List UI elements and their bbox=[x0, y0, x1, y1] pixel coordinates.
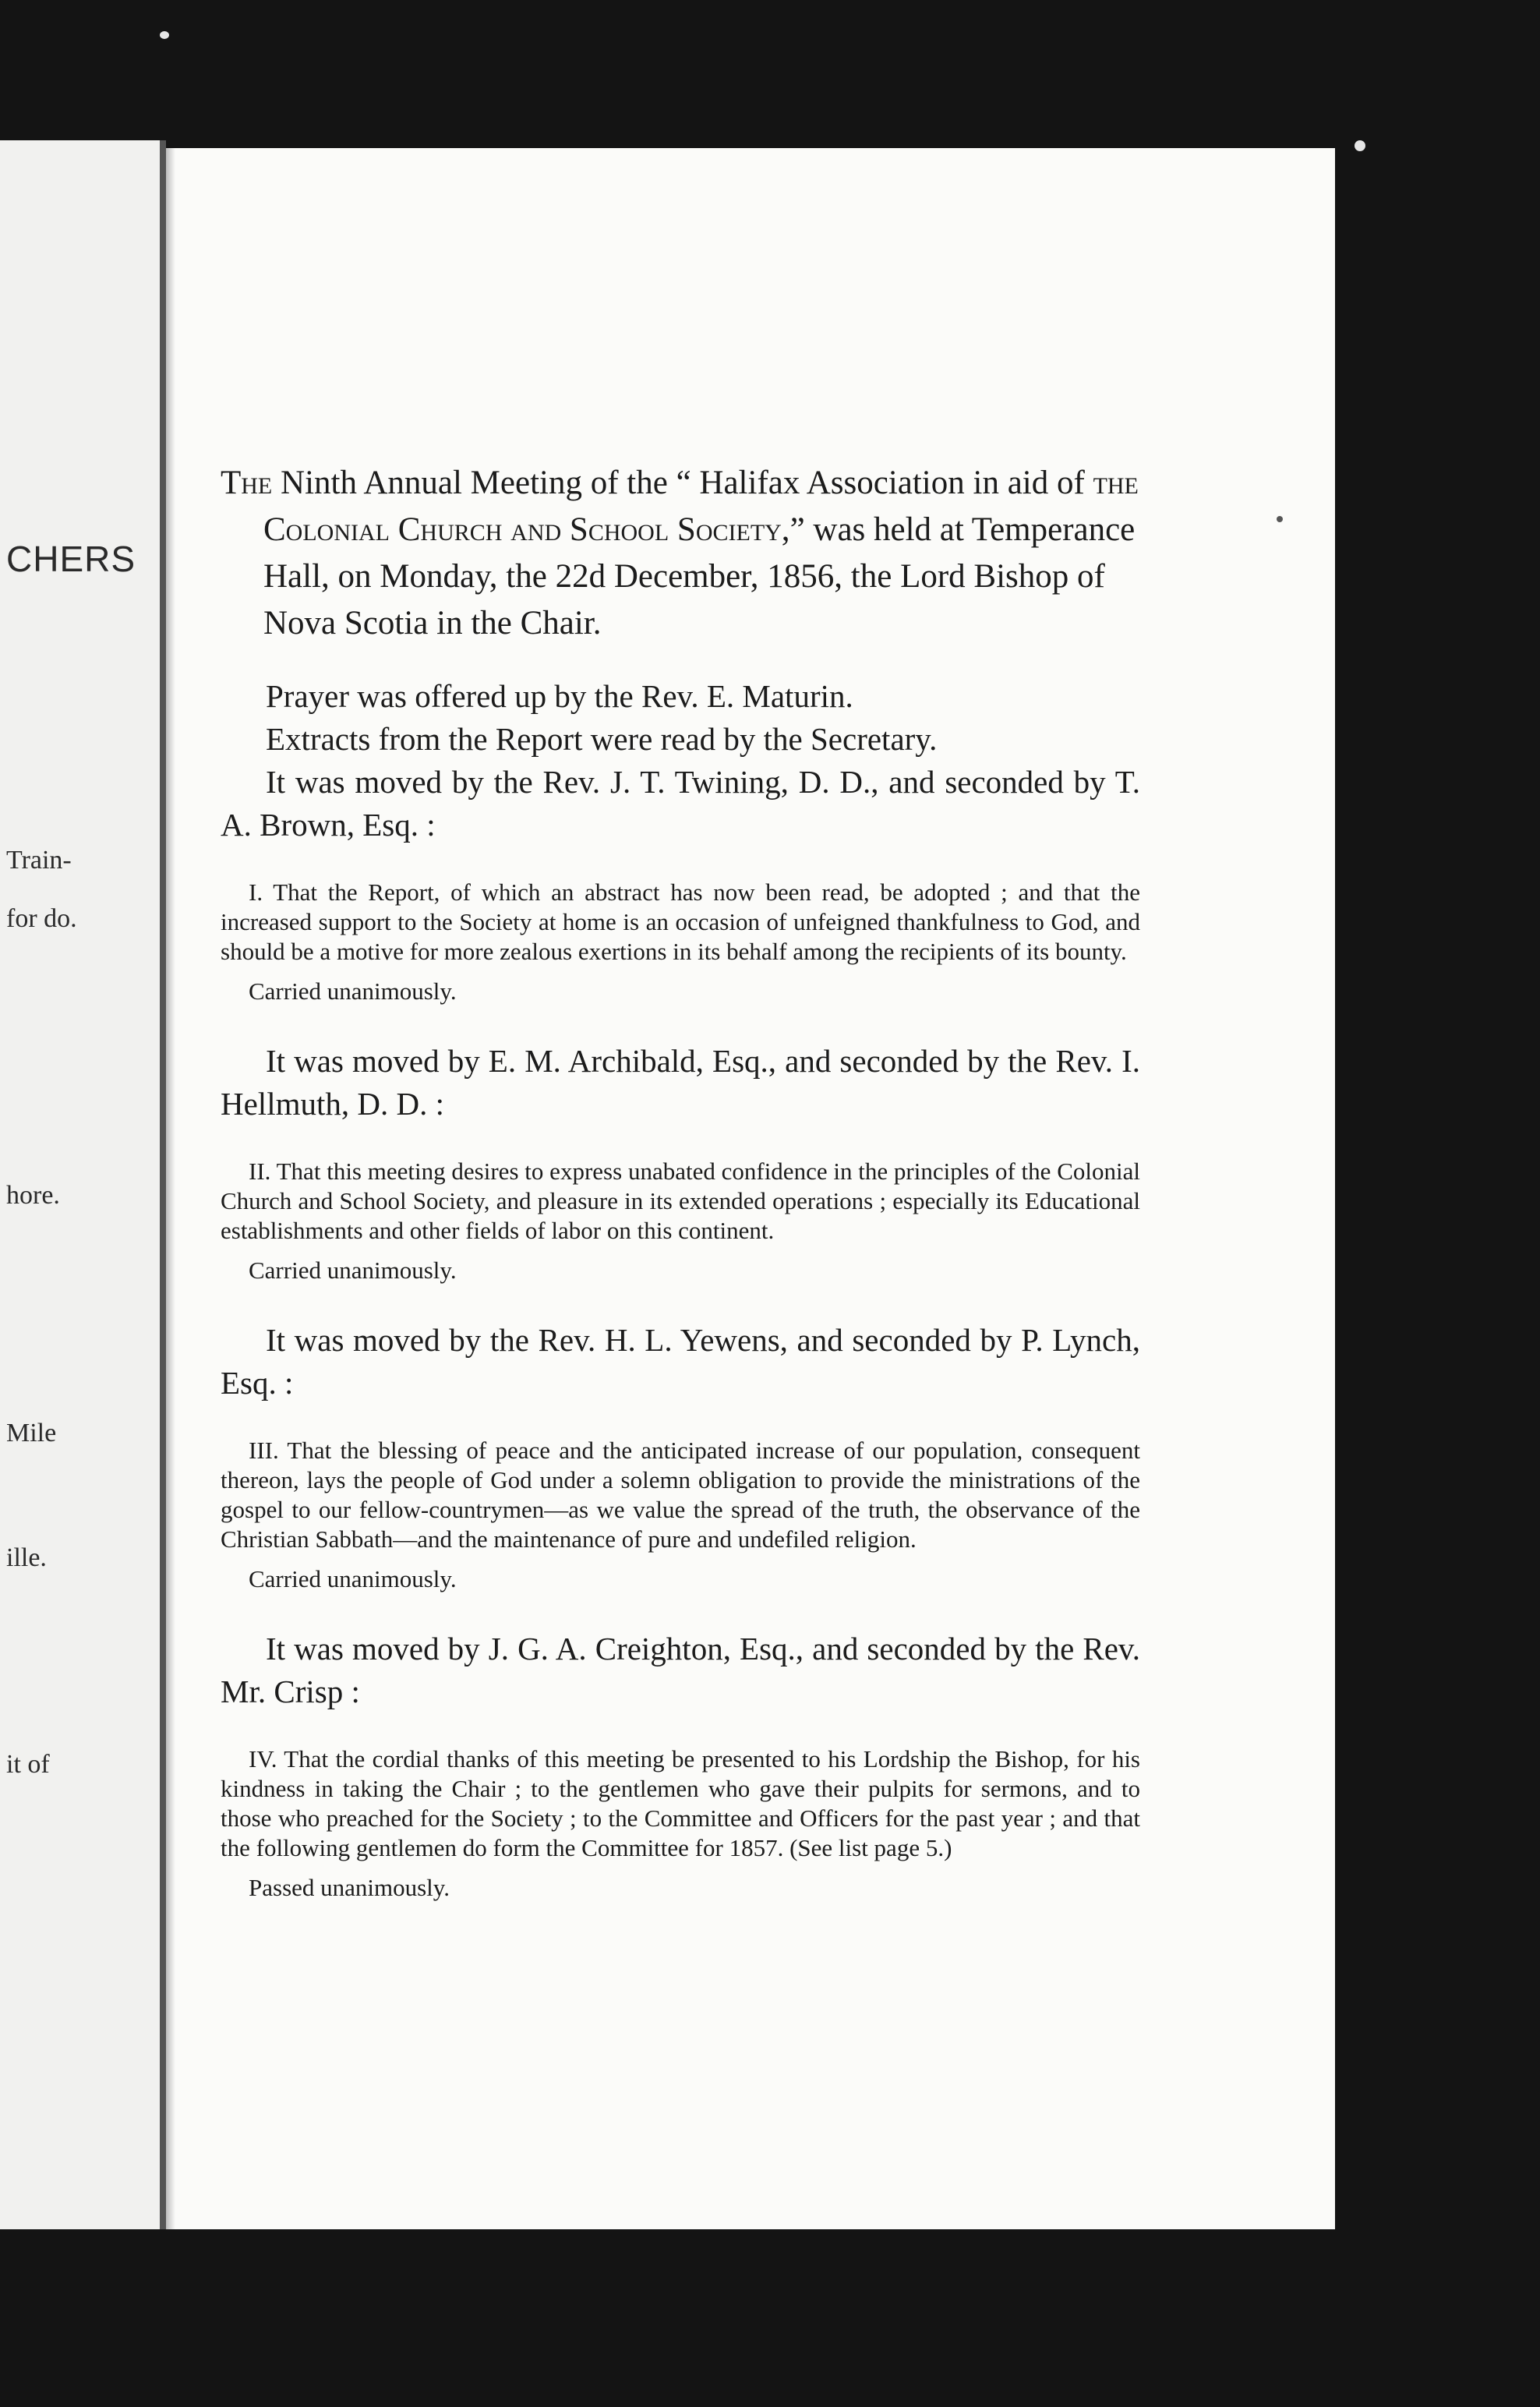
left-page-fragment: for do. bbox=[6, 904, 77, 933]
society-name: the Colonial Church and School Society, bbox=[263, 465, 1139, 548]
page-fold-shadow bbox=[166, 148, 175, 2229]
scan-speck bbox=[1277, 516, 1283, 522]
left-page-heading-fragment: CHERS bbox=[6, 539, 136, 579]
left-page-fragment: it of bbox=[6, 1750, 50, 1779]
resolution-text: II. That this meeting desires to express unabated confidence in the principles of the Colonial Church and School Society, and pleasure in its extended operations ; especially its Educational establishments and other fields of labor on this continent. bbox=[221, 1158, 1140, 1244]
document-page bbox=[166, 148, 1335, 2229]
motion-moved: It was moved by the Rev. J. T. Twining, D. D., and seconded by T. A. Brown, Esq. : bbox=[221, 764, 1140, 843]
resolution-text: IV. That the cordial thanks of this meeting be presented to his Lordship the Bishop, for his kindness in taking the Chair ; to the gentlemen who gave their pulpits for sermons, and to those who preached for the Society ; to the Committee and Officers for the past year ; and that the following gentlemen do form the Committee for 1857. (See list page 5.) bbox=[221, 1745, 1140, 1861]
resolution-text: I. That the Report, of which an abstract has now been read, be adopted ; and that the increased support to the Society at home is an occasion of unfeigned thankfulness to God, and should be a motive for more zealous exertions in its behalf among the recipients of its bounty. bbox=[221, 878, 1140, 965]
intro-text-b: ” was held at Temperance Hall, on Monday, the 22d December, 1856, the Lord Bishop of Nova Scotia in the Chair. bbox=[263, 511, 1136, 642]
motion-result: Passed unanimously. bbox=[249, 1874, 450, 1901]
motion-moved: It was moved by the Rev. H. L. Yewens, and seconded by P. Lynch, Esq. : bbox=[221, 1322, 1140, 1401]
motion-result: Carried unanimously. bbox=[249, 977, 457, 1005]
left-page-fragment: Mile bbox=[6, 1419, 57, 1447]
left-page-edge bbox=[0, 140, 160, 2229]
resolution-text: III. That the blessing of peace and the anticipated increase of our population, consequent thereon, lays the people of God under a solemn obligation to provide the ministrations of the gospel to our fellow-countrymen—as we value the spread of the truth, the observance of the Christian Sabbath—and the maintenance of pure and undefiled religion. bbox=[221, 1437, 1140, 1553]
document-body bbox=[221, 460, 1140, 1903]
page-gutter bbox=[160, 140, 166, 2229]
intro-paragraph bbox=[221, 460, 1140, 647]
motion-moved: It was moved by E. M. Archibald, Esq., and seconded by the Rev. I. Hellmuth, D. D. : bbox=[221, 1043, 1140, 1122]
prayer-line: Prayer was offered up by the Rev. E. Maturin. bbox=[266, 678, 853, 714]
scan-speck bbox=[160, 31, 169, 39]
scan-speck bbox=[1355, 140, 1365, 151]
motion-result: Carried unanimously. bbox=[249, 1257, 457, 1284]
intro-text-a: Ninth Annual Meeting of the “ Halifax Association in aid of bbox=[272, 465, 1093, 501]
extracts-line: Extracts from the Report were read by the Secretary. bbox=[266, 721, 938, 757]
intro-prefix: The bbox=[221, 465, 273, 501]
left-page-fragment: hore. bbox=[6, 1181, 60, 1210]
left-page-fragment: ille. bbox=[6, 1543, 47, 1572]
left-page-fragment: Train- bbox=[6, 846, 72, 875]
motion-result: Carried unanimously. bbox=[249, 1565, 457, 1592]
motion-moved: It was moved by J. G. A. Creighton, Esq., and seconded by the Rev. Mr. Crisp : bbox=[221, 1631, 1140, 1709]
